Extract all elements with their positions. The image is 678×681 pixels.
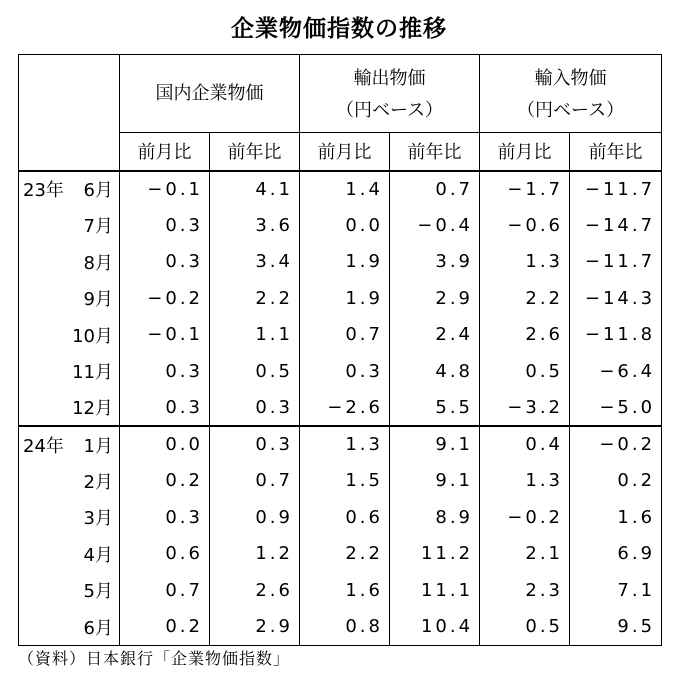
- row-month: 6月: [83, 617, 113, 639]
- value-cell: 3.9: [390, 244, 480, 281]
- row-label: [19, 207, 120, 244]
- row-label: [19, 609, 120, 646]
- value-cell: 0.3: [210, 390, 300, 427]
- value-cell: 2.9: [210, 609, 300, 646]
- value-cell: 0.7: [300, 317, 390, 354]
- table-row: [19, 609, 662, 646]
- group-header-domestic: [120, 55, 300, 133]
- row-year: 24年: [23, 435, 64, 457]
- row-label: [19, 463, 120, 500]
- subheader-cell: 前月比: [120, 133, 210, 171]
- row-month: 11月: [72, 362, 113, 384]
- value-cell: 0.2: [570, 463, 662, 500]
- value-cell: 0.7: [210, 463, 300, 500]
- value-cell: 9.1: [390, 463, 480, 500]
- subheader-cell: 前月比: [480, 133, 570, 171]
- subheader-cell: 前年比: [570, 133, 662, 171]
- table-body: [19, 55, 662, 646]
- table-row: [19, 171, 662, 208]
- value-cell: 3.4: [210, 244, 300, 281]
- value-cell: 0.3: [120, 499, 210, 536]
- value-cell: 0.6: [300, 499, 390, 536]
- row-label: [19, 536, 120, 573]
- row-month: 12月: [72, 398, 113, 420]
- value-cell: −14.3: [570, 280, 662, 317]
- table-row: [19, 280, 662, 317]
- value-cell: 2.2: [300, 536, 390, 573]
- source-note: （資料）日本銀行「企業物価指数」: [18, 649, 291, 668]
- table-row: [19, 499, 662, 536]
- value-cell: −0.6: [480, 207, 570, 244]
- value-cell: −11.7: [570, 244, 662, 281]
- value-cell: 0.2: [120, 609, 210, 646]
- value-cell: 2.4: [390, 317, 480, 354]
- value-cell: 0.2: [120, 463, 210, 500]
- value-cell: 1.6: [300, 572, 390, 609]
- value-cell: 4.1: [210, 171, 300, 208]
- row-label: [19, 353, 120, 390]
- value-cell: 0.7: [120, 572, 210, 609]
- table-row: [19, 390, 662, 427]
- row-label: [19, 426, 120, 463]
- row-label: [19, 499, 120, 536]
- value-cell: 0.0: [300, 207, 390, 244]
- value-cell: −3.2: [480, 390, 570, 427]
- table-row: [19, 463, 662, 500]
- row-label: [19, 244, 120, 281]
- value-cell: −0.1: [120, 317, 210, 354]
- value-cell: 0.8: [300, 609, 390, 646]
- value-cell: 0.3: [120, 207, 210, 244]
- value-cell: 2.2: [210, 280, 300, 317]
- value-cell: 1.3: [480, 463, 570, 500]
- row-month: 7月: [83, 216, 113, 238]
- value-cell: −0.2: [480, 499, 570, 536]
- group-sub: （円ベース）: [335, 99, 444, 121]
- row-year: 23年: [23, 180, 64, 202]
- subheader-cell: 前年比: [390, 133, 480, 171]
- group-name: 輸出物価: [353, 67, 426, 89]
- row-label: [19, 171, 120, 208]
- row-month: 4月: [83, 544, 113, 566]
- value-cell: 0.5: [480, 353, 570, 390]
- row-month: 2月: [83, 471, 113, 493]
- value-cell: 8.9: [390, 499, 480, 536]
- price-index-table: [18, 54, 662, 646]
- value-cell: 2.1: [480, 536, 570, 573]
- value-cell: −0.2: [120, 280, 210, 317]
- value-cell: 2.6: [210, 572, 300, 609]
- value-cell: −1.7: [480, 171, 570, 208]
- group-name: 国内企業物価: [155, 82, 264, 104]
- value-cell: 2.3: [480, 572, 570, 609]
- value-cell: 0.5: [480, 609, 570, 646]
- table-row: [19, 317, 662, 354]
- value-cell: 3.6: [210, 207, 300, 244]
- value-cell: 0.3: [120, 390, 210, 427]
- value-cell: −0.2: [570, 426, 662, 463]
- value-cell: 7.1: [570, 572, 662, 609]
- value-cell: 1.9: [300, 244, 390, 281]
- row-month: 3月: [83, 508, 113, 530]
- value-cell: 0.0: [120, 426, 210, 463]
- row-month: 9月: [83, 289, 113, 311]
- value-cell: 1.1: [210, 317, 300, 354]
- row-label: [19, 390, 120, 427]
- value-cell: 1.2: [210, 536, 300, 573]
- value-cell: 0.3: [210, 426, 300, 463]
- table-row: [19, 244, 662, 281]
- row-month: 1月: [83, 435, 113, 457]
- row-month: 6月: [83, 180, 113, 202]
- value-cell: 6.9: [570, 536, 662, 573]
- subheader-cell: 前月比: [300, 133, 390, 171]
- row-label: [19, 572, 120, 609]
- value-cell: 0.3: [120, 244, 210, 281]
- table-row: [19, 353, 662, 390]
- table-row: [19, 207, 662, 244]
- value-cell: 5.5: [390, 390, 480, 427]
- row-month: 5月: [83, 581, 113, 603]
- row-label: [19, 317, 120, 354]
- value-cell: 0.3: [300, 353, 390, 390]
- subheader-row: [19, 133, 662, 171]
- value-cell: 1.6: [570, 499, 662, 536]
- group-name: 輸入物価: [534, 67, 607, 89]
- page-title: 企業物価指数の推移: [231, 16, 447, 42]
- value-cell: 1.9: [300, 280, 390, 317]
- value-cell: 0.4: [480, 426, 570, 463]
- value-cell: 1.4: [300, 171, 390, 208]
- value-cell: 11.1: [390, 572, 480, 609]
- subheader-cell: 前年比: [210, 133, 300, 171]
- value-cell: −6.4: [570, 353, 662, 390]
- value-cell: 1.3: [300, 426, 390, 463]
- group-sub: （円ベース）: [516, 99, 625, 121]
- value-cell: −2.6: [300, 390, 390, 427]
- value-cell: 2.6: [480, 317, 570, 354]
- corner-cell-lower: [19, 133, 120, 171]
- group-header-export: [300, 55, 480, 133]
- value-cell: 1.5: [300, 463, 390, 500]
- value-cell: 9.5: [570, 609, 662, 646]
- row-month: 8月: [83, 252, 113, 274]
- group-header-row: [19, 55, 662, 133]
- value-cell: −11.7: [570, 171, 662, 208]
- row-label: [19, 280, 120, 317]
- table-row: [19, 572, 662, 609]
- value-cell: 0.6: [120, 536, 210, 573]
- table-row: [19, 536, 662, 573]
- value-cell: −0.1: [120, 171, 210, 208]
- value-cell: −0.4: [390, 207, 480, 244]
- corner-cell: [19, 55, 120, 133]
- value-cell: 0.3: [120, 353, 210, 390]
- table-row: [19, 426, 662, 463]
- value-cell: 11.2: [390, 536, 480, 573]
- value-cell: −5.0: [570, 390, 662, 427]
- value-cell: 9.1: [390, 426, 480, 463]
- value-cell: 2.2: [480, 280, 570, 317]
- value-cell: 10.4: [390, 609, 480, 646]
- value-cell: −14.7: [570, 207, 662, 244]
- group-header-import: [480, 55, 662, 133]
- value-cell: 2.9: [390, 280, 480, 317]
- value-cell: 0.9: [210, 499, 300, 536]
- value-cell: 0.5: [210, 353, 300, 390]
- value-cell: 0.7: [390, 171, 480, 208]
- row-month: 10月: [72, 325, 113, 347]
- value-cell: 4.8: [390, 353, 480, 390]
- value-cell: 1.3: [480, 244, 570, 281]
- value-cell: −11.8: [570, 317, 662, 354]
